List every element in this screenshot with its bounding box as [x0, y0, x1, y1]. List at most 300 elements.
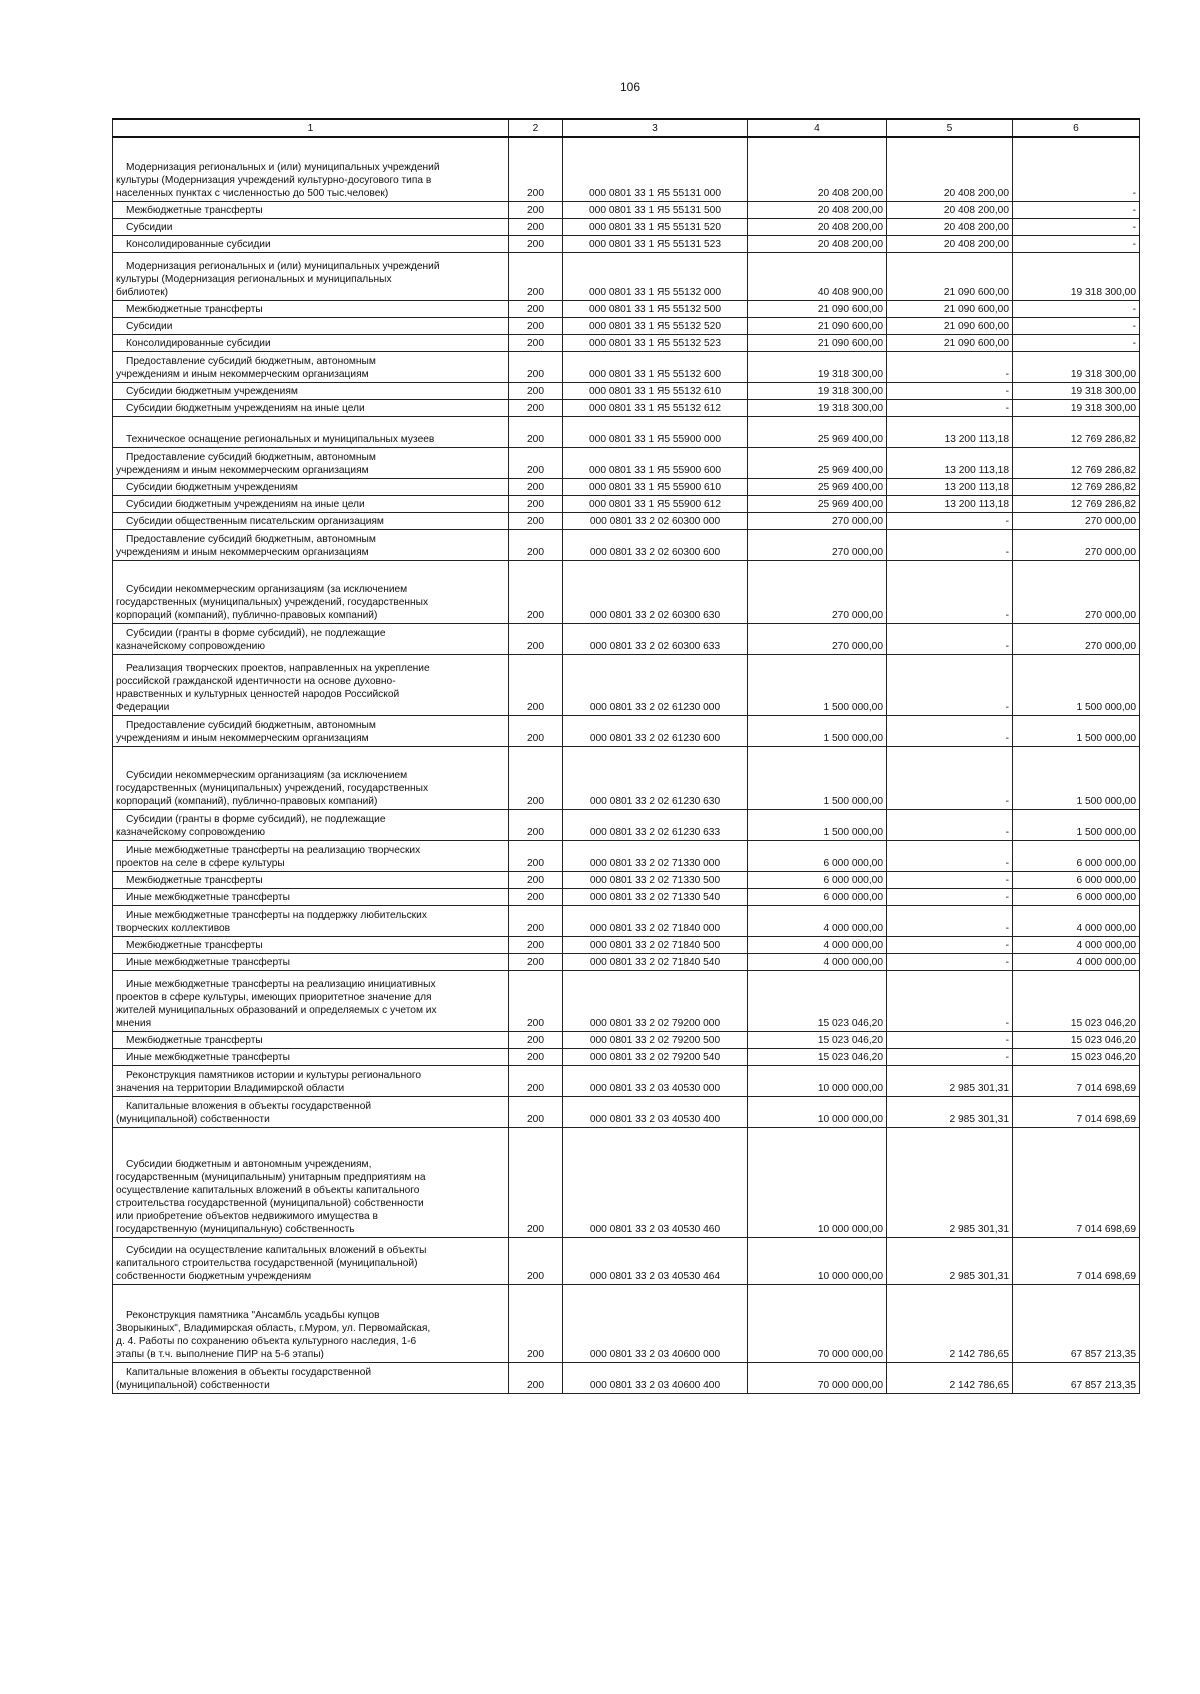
row-name [113, 300, 509, 317]
row-amount-remaining: 19 318 300,00 [1013, 351, 1140, 382]
row-budget-code: 000 0801 33 2 02 71840 500 [563, 936, 748, 953]
row-budget-code: 000 0801 33 2 02 71840 540 [563, 953, 748, 970]
row-budget-code: 000 0801 33 2 02 60300 630 [563, 560, 748, 623]
column-header-6: 6 [1013, 119, 1140, 137]
row-amount-executed: 21 090 600,00 [887, 300, 1013, 317]
row-amount-remaining: 7 014 698,69 [1013, 1096, 1140, 1127]
table-row [113, 1362, 1140, 1393]
column-header-2: 2 [509, 119, 563, 137]
row-amount-approved: 20 408 200,00 [748, 218, 887, 235]
row-code: 200 [509, 529, 563, 560]
row-amount-executed: 2 985 301,31 [887, 1127, 1013, 1237]
row-amount-remaining: 12 769 286,82 [1013, 416, 1140, 447]
row-name-text: Межбюджетные трансферты [126, 874, 263, 886]
row-amount-remaining: 4 000 000,00 [1013, 953, 1140, 970]
row-code: 200 [509, 560, 563, 623]
row-amount-remaining: 67 857 213,35 [1013, 1284, 1140, 1362]
row-amount-approved: 19 318 300,00 [748, 399, 887, 416]
row-budget-code: 000 0801 33 2 02 60300 633 [563, 623, 748, 654]
row-code: 200 [509, 201, 563, 218]
row-amount-approved: 10 000 000,00 [748, 1237, 887, 1284]
row-amount-executed: - [887, 746, 1013, 809]
row-budget-code: 000 0801 33 2 02 61230 600 [563, 715, 748, 746]
row-amount-approved: 4 000 000,00 [748, 953, 887, 970]
table-row [113, 1031, 1140, 1048]
row-amount-executed: 21 090 600,00 [887, 317, 1013, 334]
row-name [113, 218, 509, 235]
row-budget-code: 000 0801 33 1 Я5 55131 500 [563, 201, 748, 218]
row-name-text: Консолидированные субсидии [126, 337, 271, 349]
row-budget-code: 000 0801 33 2 03 40600 000 [563, 1284, 748, 1362]
row-code: 200 [509, 1237, 563, 1284]
row-name-text: Субсидии (гранты в форме субсидий), не подлежащие казначейскому сопровождению [116, 813, 386, 838]
row-amount-remaining: - [1013, 137, 1140, 201]
row-name-text: Субсидии некоммерческим организациям (за исключением государственных (муниципальных) учреждений, государственных корпораций (компаний), публично-правовых компаний) [116, 769, 429, 807]
row-budget-code: 000 0801 33 2 02 71330 000 [563, 840, 748, 871]
row-name-text: Межбюджетные трансферты [126, 204, 263, 216]
row-amount-executed: - [887, 936, 1013, 953]
row-name-text: Субсидии бюджетным учреждениям [126, 385, 298, 397]
row-code: 200 [509, 235, 563, 252]
row-amount-remaining: 19 318 300,00 [1013, 399, 1140, 416]
row-name-text: Субсидии бюджетным и автономным учреждениям, государственным (муниципальным) унитарным предприятиям на осуществление капитальных вложений в объекты капитального строительства государственной (муниципальной) собственности или приобретение объектов недвижимого имущества в государственную (муниципальную) собственность [116, 1158, 426, 1235]
row-amount-remaining: 270 000,00 [1013, 529, 1140, 560]
row-name [113, 382, 509, 399]
row-amount-executed: - [887, 351, 1013, 382]
row-code: 200 [509, 1096, 563, 1127]
row-amount-remaining: 4 000 000,00 [1013, 905, 1140, 936]
row-budget-code: 000 0801 33 1 Я5 55131 000 [563, 137, 748, 201]
row-amount-approved: 4 000 000,00 [748, 936, 887, 953]
table-row [113, 382, 1140, 399]
row-amount-remaining: 1 500 000,00 [1013, 746, 1140, 809]
row-budget-code: 000 0801 33 2 02 79200 500 [563, 1031, 748, 1048]
row-amount-approved: 20 408 200,00 [748, 235, 887, 252]
row-name [113, 888, 509, 905]
row-code: 200 [509, 654, 563, 715]
row-name-text: Реконструкция памятников истории и культуры регионального значения на территории Владимирской области [116, 1069, 422, 1094]
row-name-text: Субсидии бюджетным учреждениям на иные цели [126, 498, 365, 510]
row-amount-approved: 1 500 000,00 [748, 715, 887, 746]
row-amount-remaining: - [1013, 334, 1140, 351]
row-name [113, 201, 509, 218]
row-name-text: Иные межбюджетные трансферты [126, 956, 290, 968]
table-row [113, 201, 1140, 218]
table-row [113, 351, 1140, 382]
row-code: 200 [509, 715, 563, 746]
row-amount-approved: 10 000 000,00 [748, 1096, 887, 1127]
row-budget-code: 000 0801 33 1 Я5 55132 000 [563, 252, 748, 300]
row-name-text: Консолидированные субсидии [126, 238, 271, 250]
row-amount-approved: 270 000,00 [748, 529, 887, 560]
row-amount-executed: 13 200 113,18 [887, 495, 1013, 512]
row-amount-remaining: 15 023 046,20 [1013, 970, 1140, 1031]
row-name [113, 623, 509, 654]
row-amount-executed: - [887, 715, 1013, 746]
row-amount-remaining: - [1013, 201, 1140, 218]
row-amount-remaining: 6 000 000,00 [1013, 840, 1140, 871]
row-amount-remaining: 6 000 000,00 [1013, 888, 1140, 905]
row-amount-approved: 1 500 000,00 [748, 809, 887, 840]
table-row [113, 478, 1140, 495]
row-amount-approved: 21 090 600,00 [748, 300, 887, 317]
row-amount-approved: 10 000 000,00 [748, 1065, 887, 1096]
row-budget-code: 000 0801 33 2 02 71330 540 [563, 888, 748, 905]
row-budget-code: 000 0801 33 2 02 61230 000 [563, 654, 748, 715]
table-row [113, 970, 1140, 1031]
row-amount-remaining: 12 769 286,82 [1013, 478, 1140, 495]
row-amount-approved: 270 000,00 [748, 512, 887, 529]
table-row [113, 416, 1140, 447]
row-code: 200 [509, 905, 563, 936]
row-name-text: Предоставление субсидий бюджетным, автономным учреждениям и иным некоммерческим организациям [116, 533, 376, 558]
row-amount-remaining: 19 318 300,00 [1013, 252, 1140, 300]
row-amount-remaining: - [1013, 218, 1140, 235]
row-amount-executed: 21 090 600,00 [887, 252, 1013, 300]
row-amount-remaining: 1 500 000,00 [1013, 809, 1140, 840]
row-amount-approved: 70 000 000,00 [748, 1362, 887, 1393]
row-budget-code: 000 0801 33 2 02 60300 600 [563, 529, 748, 560]
row-name [113, 252, 509, 300]
row-code: 200 [509, 382, 563, 399]
row-amount-approved: 25 969 400,00 [748, 416, 887, 447]
row-amount-approved: 6 000 000,00 [748, 840, 887, 871]
row-name [113, 1362, 509, 1393]
row-amount-remaining: 7 014 698,69 [1013, 1065, 1140, 1096]
row-budget-code: 000 0801 33 1 Я5 55900 600 [563, 447, 748, 478]
row-budget-code: 000 0801 33 1 Я5 55132 523 [563, 334, 748, 351]
row-code: 200 [509, 447, 563, 478]
row-amount-executed: 13 200 113,18 [887, 416, 1013, 447]
row-amount-executed: - [887, 399, 1013, 416]
table-row [113, 447, 1140, 478]
table-row [113, 953, 1140, 970]
row-amount-approved: 20 408 200,00 [748, 201, 887, 218]
row-amount-approved: 270 000,00 [748, 560, 887, 623]
column-header-4: 4 [748, 119, 887, 137]
row-name-text: Субсидии [126, 221, 173, 233]
row-budget-code: 000 0801 33 1 Я5 55132 500 [563, 300, 748, 317]
row-code: 200 [509, 970, 563, 1031]
row-name [113, 478, 509, 495]
row-amount-executed: - [887, 905, 1013, 936]
row-budget-code: 000 0801 33 2 02 71330 500 [563, 871, 748, 888]
row-budget-code: 000 0801 33 1 Я5 55132 600 [563, 351, 748, 382]
row-amount-approved: 1 500 000,00 [748, 746, 887, 809]
row-amount-executed: 20 408 200,00 [887, 235, 1013, 252]
row-name-text: Капитальные вложения в объекты государственной (муниципальной) собственности [116, 1366, 372, 1391]
table-row [113, 252, 1140, 300]
row-amount-approved: 6 000 000,00 [748, 871, 887, 888]
row-code: 200 [509, 399, 563, 416]
row-amount-executed: 2 985 301,31 [887, 1065, 1013, 1096]
row-amount-approved: 25 969 400,00 [748, 447, 887, 478]
row-name [113, 905, 509, 936]
table-row [113, 317, 1140, 334]
row-code: 200 [509, 416, 563, 447]
row-name [113, 235, 509, 252]
row-amount-approved: 25 969 400,00 [748, 478, 887, 495]
row-name [113, 334, 509, 351]
row-code: 200 [509, 1065, 563, 1096]
row-name [113, 317, 509, 334]
table-row [113, 529, 1140, 560]
row-name [113, 529, 509, 560]
row-amount-approved: 19 318 300,00 [748, 351, 887, 382]
row-budget-code: 000 0801 33 1 Я5 55132 610 [563, 382, 748, 399]
row-name-text: Реконструкция памятника "Ансамбль усадьбы купцов Зворыкиных", Владимирская область, г.Муром, ул. Первомайская, д. 4. Работы по сохранению объекта культурного наследия, 1-6 этапы (в т.ч. выполнение ПИР на 5-6 этапы) [116, 1309, 431, 1360]
row-code: 200 [509, 317, 563, 334]
row-amount-executed: 2 142 786,65 [887, 1284, 1013, 1362]
row-code: 200 [509, 1127, 563, 1237]
table-row [113, 1284, 1140, 1362]
row-amount-approved: 70 000 000,00 [748, 1284, 887, 1362]
row-name-text: Модернизация региональных и (или) муниципальных учреждений культуры (Модернизация региональных и муниципальных библиотек) [116, 260, 440, 298]
row-amount-approved: 15 023 046,20 [748, 1031, 887, 1048]
row-name [113, 871, 509, 888]
row-name [113, 746, 509, 809]
table-row [113, 1096, 1140, 1127]
row-amount-remaining: 67 857 213,35 [1013, 1362, 1140, 1393]
row-name [113, 495, 509, 512]
row-code: 200 [509, 623, 563, 654]
table-row [113, 1048, 1140, 1065]
row-amount-executed: - [887, 654, 1013, 715]
row-amount-remaining: 6 000 000,00 [1013, 871, 1140, 888]
row-name [113, 936, 509, 953]
table-row [113, 1065, 1140, 1096]
column-header-5: 5 [887, 119, 1013, 137]
row-name-text: Реализация творческих проектов, направленных на укрепление российской гражданской идентичности на основе духовно- нравственных и культурных ценностей народов Российской Федерации [116, 662, 430, 713]
row-amount-remaining: 1 500 000,00 [1013, 654, 1140, 715]
row-budget-code: 000 0801 33 2 03 40530 460 [563, 1127, 748, 1237]
row-name [113, 840, 509, 871]
row-name [113, 953, 509, 970]
table-row [113, 936, 1140, 953]
row-amount-executed: 2 142 786,65 [887, 1362, 1013, 1393]
row-budget-code: 000 0801 33 1 Я5 55900 612 [563, 495, 748, 512]
row-budget-code: 000 0801 33 2 02 79200 540 [563, 1048, 748, 1065]
row-budget-code: 000 0801 33 2 03 40600 400 [563, 1362, 748, 1393]
row-amount-approved: 25 969 400,00 [748, 495, 887, 512]
row-amount-remaining: 4 000 000,00 [1013, 936, 1140, 953]
row-amount-approved: 21 090 600,00 [748, 334, 887, 351]
row-amount-remaining: 270 000,00 [1013, 560, 1140, 623]
row-name-text: Капитальные вложения в объекты государственной (муниципальной) собственности [116, 1100, 372, 1125]
table-row [113, 654, 1140, 715]
table-row [113, 137, 1140, 201]
table-row [113, 888, 1140, 905]
row-code: 200 [509, 840, 563, 871]
row-amount-executed: 13 200 113,18 [887, 478, 1013, 495]
row-amount-remaining: 19 318 300,00 [1013, 382, 1140, 399]
row-amount-remaining: 1 500 000,00 [1013, 715, 1140, 746]
table-row [113, 905, 1140, 936]
table-row [113, 871, 1140, 888]
row-amount-executed: - [887, 888, 1013, 905]
row-name [113, 1127, 509, 1237]
row-amount-remaining: 7 014 698,69 [1013, 1127, 1140, 1237]
row-amount-executed: - [887, 809, 1013, 840]
header-row [113, 119, 1140, 137]
table-body [113, 137, 1140, 1393]
row-name-text: Субсидии на осуществление капитальных вложений в объекты капитального строительства государственной (муниципальной) собственности бюджетным учреждениям [116, 1244, 427, 1282]
row-name-text: Иные межбюджетные трансферты на реализацию инициативных проектов в сфере культуры, имеющих приоритетное значение для жителей муниципальных образований и определяемых с учетом их мнения [116, 978, 437, 1029]
row-name-text: Субсидии (гранты в форме субсидий), не подлежащие казначейскому сопровождению [116, 627, 386, 652]
row-name-text: Предоставление субсидий бюджетным, автономным учреждениям и иным некоммерческим организациям [116, 355, 376, 380]
row-amount-approved: 10 000 000,00 [748, 1127, 887, 1237]
row-code: 200 [509, 1031, 563, 1048]
row-amount-executed: - [887, 529, 1013, 560]
table-row [113, 715, 1140, 746]
row-amount-remaining: 270 000,00 [1013, 623, 1140, 654]
row-name [113, 1031, 509, 1048]
row-amount-remaining: 15 023 046,20 [1013, 1031, 1140, 1048]
column-header-1: 1 [113, 119, 509, 137]
row-name-text: Техническое оснащение региональных и муниципальных музеев [126, 433, 435, 445]
row-code: 200 [509, 746, 563, 809]
row-budget-code: 000 0801 33 1 Я5 55132 612 [563, 399, 748, 416]
row-amount-executed: 2 985 301,31 [887, 1096, 1013, 1127]
row-name [113, 512, 509, 529]
row-name-text: Иные межбюджетные трансферты [126, 891, 290, 903]
row-name [113, 970, 509, 1031]
row-amount-executed: 20 408 200,00 [887, 137, 1013, 201]
table-row [113, 746, 1140, 809]
row-amount-remaining: 270 000,00 [1013, 512, 1140, 529]
row-name [113, 1096, 509, 1127]
table-row [113, 300, 1140, 317]
row-amount-remaining: 15 023 046,20 [1013, 1048, 1140, 1065]
row-amount-executed: 20 408 200,00 [887, 218, 1013, 235]
row-amount-executed: - [887, 970, 1013, 1031]
row-budget-code: 000 0801 33 2 03 40530 000 [563, 1065, 748, 1096]
row-amount-remaining: 12 769 286,82 [1013, 495, 1140, 512]
row-name-text: Субсидии общественным писательским организациям [126, 515, 384, 527]
row-budget-code: 000 0801 33 2 02 60300 000 [563, 512, 748, 529]
row-name-text: Иные межбюджетные трансферты на поддержку любительских творческих коллективов [116, 909, 427, 934]
row-amount-executed: 20 408 200,00 [887, 201, 1013, 218]
row-amount-approved: 21 090 600,00 [748, 317, 887, 334]
table-row [113, 560, 1140, 623]
row-amount-approved: 40 408 900,00 [748, 252, 887, 300]
row-amount-executed: - [887, 1048, 1013, 1065]
row-name-text: Иные межбюджетные трансферты [126, 1051, 290, 1063]
row-name [113, 1048, 509, 1065]
row-amount-executed: 13 200 113,18 [887, 447, 1013, 478]
row-name-text: Межбюджетные трансферты [126, 939, 263, 951]
row-code: 200 [509, 478, 563, 495]
row-budget-code: 000 0801 33 1 Я5 55900 610 [563, 478, 748, 495]
row-budget-code: 000 0801 33 2 03 40530 464 [563, 1237, 748, 1284]
table-row [113, 809, 1140, 840]
row-name [113, 137, 509, 201]
row-budget-code: 000 0801 33 2 02 61230 633 [563, 809, 748, 840]
row-code: 200 [509, 1048, 563, 1065]
row-amount-approved: 15 023 046,20 [748, 1048, 887, 1065]
row-budget-code: 000 0801 33 1 Я5 55900 000 [563, 416, 748, 447]
row-amount-approved: 1 500 000,00 [748, 654, 887, 715]
row-amount-executed: 21 090 600,00 [887, 334, 1013, 351]
row-amount-remaining: - [1013, 235, 1140, 252]
table-row [113, 218, 1140, 235]
row-code: 200 [509, 809, 563, 840]
row-name-text: Иные межбюджетные трансферты на реализацию творческих проектов на селе в сфере культуры [116, 844, 421, 869]
row-amount-executed: - [887, 1031, 1013, 1048]
row-amount-executed: - [887, 840, 1013, 871]
row-amount-remaining: 7 014 698,69 [1013, 1237, 1140, 1284]
row-code: 200 [509, 1362, 563, 1393]
row-amount-executed: - [887, 382, 1013, 399]
row-amount-remaining: - [1013, 317, 1140, 334]
row-amount-executed: - [887, 623, 1013, 654]
row-code: 200 [509, 351, 563, 382]
row-code: 200 [509, 936, 563, 953]
row-name-text: Модернизация региональных и (или) муниципальных учреждений культуры (Модернизация учреждений культурно-досугового типа в населенных пунктах с численностью до 500 тыс.человек) [116, 161, 440, 199]
row-budget-code: 000 0801 33 2 02 79200 000 [563, 970, 748, 1031]
row-name [113, 1284, 509, 1362]
row-name [113, 560, 509, 623]
row-code: 200 [509, 512, 563, 529]
row-name-text: Предоставление субсидий бюджетным, автономным учреждениям и иным некоммерческим организациям [116, 719, 376, 744]
row-name-text: Предоставление субсидий бюджетным, автономным учреждениям и иным некоммерческим организациям [116, 451, 376, 476]
table-row [113, 235, 1140, 252]
row-amount-executed: - [887, 560, 1013, 623]
row-code: 200 [509, 953, 563, 970]
row-name [113, 809, 509, 840]
row-name [113, 399, 509, 416]
row-budget-code: 000 0801 33 2 02 71840 000 [563, 905, 748, 936]
table-row [113, 495, 1140, 512]
row-code: 200 [509, 888, 563, 905]
row-name [113, 1065, 509, 1096]
row-amount-approved: 6 000 000,00 [748, 888, 887, 905]
page-number: 106 [619, 80, 641, 94]
budget-table [112, 118, 1140, 1394]
table-row [113, 512, 1140, 529]
row-amount-approved: 15 023 046,20 [748, 970, 887, 1031]
row-name [113, 715, 509, 746]
row-code: 200 [509, 1284, 563, 1362]
row-budget-code: 000 0801 33 1 Я5 55131 523 [563, 235, 748, 252]
row-code: 200 [509, 252, 563, 300]
row-amount-remaining: 12 769 286,82 [1013, 447, 1140, 478]
row-amount-executed: - [887, 953, 1013, 970]
row-amount-executed: - [887, 512, 1013, 529]
row-name [113, 1237, 509, 1284]
row-name-text: Субсидии бюджетным учреждениям [126, 481, 298, 493]
row-budget-code: 000 0801 33 2 03 40530 400 [563, 1096, 748, 1127]
row-amount-approved: 20 408 200,00 [748, 137, 887, 201]
table-row [113, 399, 1140, 416]
row-budget-code: 000 0801 33 2 02 61230 630 [563, 746, 748, 809]
table-row [113, 334, 1140, 351]
row-name-text: Субсидии [126, 320, 173, 332]
row-amount-approved: 19 318 300,00 [748, 382, 887, 399]
row-amount-approved: 4 000 000,00 [748, 905, 887, 936]
row-name-text: Субсидии некоммерческим организациям (за исключением государственных (муниципальных) учреждений, государственных корпораций (компаний), публично-правовых компаний) [116, 583, 429, 621]
row-code: 200 [509, 334, 563, 351]
row-name [113, 416, 509, 447]
row-amount-executed: 2 985 301,31 [887, 1237, 1013, 1284]
row-name-text: Межбюджетные трансферты [126, 1034, 263, 1046]
column-header-3: 3 [563, 119, 748, 137]
row-amount-remaining: - [1013, 300, 1140, 317]
row-name [113, 654, 509, 715]
row-code: 200 [509, 218, 563, 235]
row-budget-code: 000 0801 33 1 Я5 55131 520 [563, 218, 748, 235]
row-amount-executed: - [887, 871, 1013, 888]
